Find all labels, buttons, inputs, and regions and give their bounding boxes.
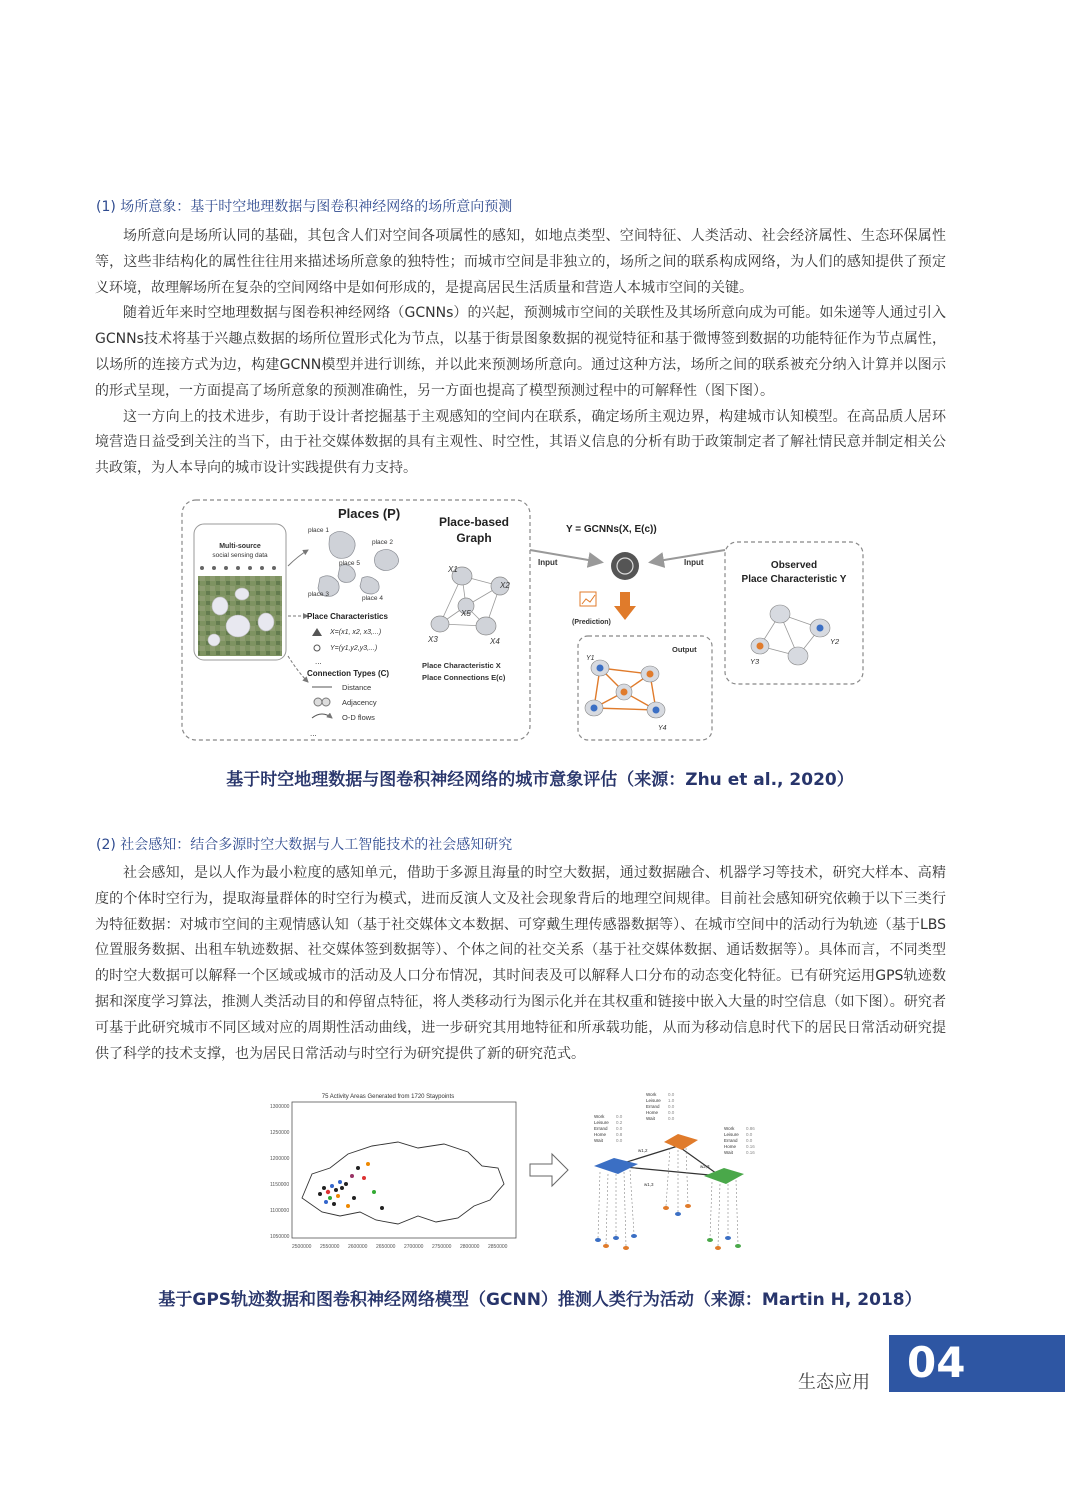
figure1-caption: 基于时空地理数据与图卷积神经网络的城市意象评估（来源：Zhu et al., 2020） — [226, 770, 854, 790]
svg-text:2750000: 2750000 — [432, 1244, 452, 1250]
svg-text:2500000: 2500000 — [292, 1244, 312, 1250]
node-orange — [664, 1134, 698, 1150]
svg-text:1200000: 1200000 — [270, 1156, 290, 1162]
place-connections-label: Place Connections E(c) — [422, 673, 506, 682]
svg-text:2800000: 2800000 — [460, 1244, 480, 1250]
y-equation: Y=(y1,y2,y3,...) — [330, 645, 378, 652]
observed-title-line1: Observed — [770, 560, 818, 571]
input-left-label: Input — [538, 558, 558, 567]
output-y1-label: Y1 — [586, 655, 595, 662]
place1-label: place 1 — [308, 527, 329, 534]
ellipsis-1: ... — [315, 657, 322, 666]
page-number: 04 — [907, 1338, 966, 1387]
svg-text:Errand: Errand — [724, 1138, 738, 1143]
figure-gcnn-place-prediction — [180, 496, 870, 746]
w12-label: w1,2 — [638, 1148, 648, 1153]
svg-text:Wait: Wait — [724, 1150, 733, 1155]
x2-label: X2 — [500, 581, 510, 590]
prediction-label: (Prediction) — [572, 619, 611, 626]
map-title: 75 Activity Areas Generated from 1720 Staypoints — [321, 1094, 455, 1100]
map-yticks — [270, 1104, 290, 1240]
place-characteristics-title: Place Characteristics — [307, 612, 388, 621]
od-flows-label: O-D flows — [342, 713, 375, 722]
x-equation: X=(x1, x2, x3,...) — [330, 629, 382, 636]
svg-text:0.0: 0.0 — [746, 1138, 753, 1143]
svg-text:0.86: 0.86 — [746, 1126, 755, 1131]
adjacency-label: Adjacency — [342, 698, 377, 707]
graph-title-line2: Graph — [456, 531, 492, 545]
output-y4-label: Y4 — [658, 725, 667, 732]
figure-gps-gcnn-activity — [268, 1088, 818, 1258]
observed-nodes — [751, 605, 830, 665]
svg-text:2850000: 2850000 — [488, 1244, 508, 1250]
section2-paragraph-1: 社会感知，是以人作为最小粒度的感知单元，借助于多源且海量的时空大数据，通过数据融合、机器学习等技术，研究大样本、高精度的个体时空行为，提取海量群体的时空行为模式，进而反演人文及社会现象背后的地理空间规律。目前社会感知研究依赖于以下三类行为特征数据：对城市空间的主观情感认知（基于社交媒体文本数据、可穿戴生理传感器数据等）、在城市空间中的活动行为轨迹（基于LBS位置服务数据、出租车轨迹数据、社交媒体签到数据等）、个体之间的社交关系（基于社交媒体数据、通话数据等）。具体而言，不同类型的时空大数据可以解释一个区域或城市的活动及人口分布情况，其时间表及可以解释人口分布的动态变化特征。已有研究运用GPS轨迹数据和深度学习算法，推测人类活动目的和停留点特征，将人类移动行为图示化并在其权重和链接中嵌入大量的时空信息（如下图）。研究者可基于此研究城市不同区域对应的周期性活动曲线，进一步研究其用地特征和所承载功能，从而为移动信息时代下的居民日常活动研究提供了科学的技术支撑，也为居民日常活动与时空行为研究提供了新的研究范式。 — [95, 865, 946, 1062]
svg-text:Work: Work — [594, 1114, 605, 1119]
svg-text:Wait: Wait — [594, 1138, 603, 1143]
svg-text:0.0: 0.0 — [616, 1126, 623, 1131]
flow-arrow-icon — [530, 1154, 568, 1186]
svg-text:0.0: 0.0 — [668, 1092, 675, 1097]
w13-label: w1,3 — [644, 1182, 654, 1187]
svg-text:0.0: 0.0 — [668, 1110, 675, 1115]
ellipsis-2: ... — [310, 729, 317, 738]
section2-body — [95, 861, 946, 1067]
social-sensing-label: social sensing data — [212, 552, 268, 559]
svg-text:Leisure: Leisure — [594, 1120, 609, 1125]
section1-paragraph-2: 随着近年来时空地理数据与图卷积神经网络（GCNNs）的兴起，预测城市空间的关联性及其场所意向成为可能。如朱递等人通过引入GCNNs技术将基于兴趣点数据的场所位置形式化为节点，以基于街景图象数据的视觉特征和基于微博签到数据的功能特征作为节点属性，以场所的连接方式为边，构建GCNN模型并进行训练，并以此来预测场所意向。通过这种方法，场所之间的联系被充分纳入计算并以图示的形式呈现，一方面提高了场所意象的预测准确性，另一方面也提高了模型预测过程中的可解释性（图下图）。 — [95, 305, 946, 399]
footer-section-label: 生态应用 — [798, 1372, 870, 1393]
place2-label: place 2 — [372, 539, 393, 546]
observed-y3-label: Y3 — [750, 657, 760, 666]
x5-label: X5 — [461, 609, 471, 618]
adjacency-icon — [314, 698, 322, 706]
svg-text:0.16: 0.16 — [746, 1150, 755, 1155]
svg-text:Errand: Errand — [594, 1126, 608, 1131]
od-flows-icon — [312, 714, 332, 718]
svg-text:1250000: 1250000 — [270, 1130, 290, 1136]
section1-title: (1) 场所意象：基于时空地理数据与图卷积神经网络的场所意向预测 — [96, 199, 513, 215]
section2-title: (2) 社会感知：结合多源时空大数据与人工智能技术的社会感知研究 — [96, 837, 513, 853]
node-green — [704, 1168, 744, 1184]
x4-label: X4 — [490, 637, 500, 646]
connection-types-title: Connection Types (C) — [307, 669, 390, 678]
section1-paragraph-1: 场所意向是场所认同的基础，其包含人们对空间各项属性的感知，如地点类型、空间特征、人类活动、社会经济属性、生态环保属性等，这些非结构化的属性往往用来描述场所意象的独特性；而城市空间是非独立的，场所之间的联系构成网络，为人们的感知提供了预定义环境，故理解场所在复杂的空间网络中是如何形成的，是提高居民生活质量和营造人本城市空间的关键。 — [95, 228, 946, 296]
svg-text:Work: Work — [646, 1092, 657, 1097]
multisource-label: Multi-source — [219, 543, 261, 550]
svg-text:2650000: 2650000 — [376, 1244, 396, 1250]
svg-text:2600000: 2600000 — [348, 1244, 368, 1250]
svg-text:0.0: 0.0 — [616, 1114, 623, 1119]
observed-edges — [760, 614, 820, 656]
map-xticks — [292, 1244, 508, 1250]
x1-label: X1 — [448, 565, 458, 574]
right-node-labels — [724, 1126, 755, 1155]
svg-text:0.0: 0.0 — [746, 1132, 753, 1137]
svg-text:2550000: 2550000 — [320, 1244, 340, 1250]
w23-label: w2,3 — [700, 1164, 710, 1169]
svg-text:Home: Home — [724, 1144, 737, 1149]
svg-text:0.0: 0.0 — [668, 1116, 675, 1121]
x3-label: X3 — [428, 635, 438, 644]
top-node-labels — [646, 1092, 675, 1121]
graph-nodes — [431, 567, 509, 635]
svg-text:Errand: Errand — [646, 1104, 660, 1109]
svg-text:0.0: 0.0 — [668, 1104, 675, 1109]
output-label: Output — [672, 645, 697, 654]
left-node-labels — [594, 1114, 623, 1143]
graph-title-line1: Place-based — [438, 515, 510, 529]
figure2-diagram — [268, 1088, 818, 1258]
svg-text:Home: Home — [646, 1110, 659, 1115]
gcnn-formula: Y = GCNNs(X, E(c)) — [566, 524, 657, 535]
prediction-arrow-icon — [614, 592, 636, 620]
svg-text:2700000: 2700000 — [404, 1244, 424, 1250]
figure1-diagram — [180, 496, 870, 746]
svg-text:0.0: 0.0 — [616, 1138, 623, 1143]
svg-text:1150000: 1150000 — [270, 1182, 290, 1188]
svg-text:1.0: 1.0 — [668, 1098, 675, 1103]
svg-text:1050000: 1050000 — [270, 1234, 290, 1240]
places-title: Places (P) — [338, 506, 401, 521]
svg-text:0.16: 0.16 — [746, 1144, 755, 1149]
place4-label: place 4 — [362, 595, 383, 602]
section1-body — [95, 224, 946, 482]
svg-text:Wait: Wait — [646, 1116, 655, 1121]
distance-label: Distance — [342, 683, 372, 692]
place3-label: place 3 — [308, 591, 329, 598]
svg-text:0.2: 0.2 — [616, 1120, 623, 1125]
input-right-label: Input — [684, 558, 704, 567]
map-frame — [292, 1102, 516, 1238]
observed-y2-label: Y2 — [830, 637, 840, 646]
triangle-icon — [312, 628, 322, 636]
svg-text:1300000: 1300000 — [270, 1104, 290, 1110]
svg-text:Home: Home — [594, 1132, 607, 1137]
place5-label: place 5 — [339, 560, 360, 567]
observed-title-line2: Place Characteristic Y — [741, 574, 847, 585]
svg-text:Leisure: Leisure — [724, 1132, 739, 1137]
dot-icon — [314, 645, 320, 651]
svg-text:Work: Work — [724, 1126, 735, 1131]
svg-text:1100000: 1100000 — [270, 1208, 290, 1214]
section1-paragraph-3: 这一方向上的技术进步，有助于设计者挖掘基于主观感知的空间内在联系，确定场所主观边界，构建城市认知模型。在高品质人居环境营造日益受到关注的当下，由于社交媒体数据的具有主观性、时空性，其语义信息的分析有助于政策制定者了解社情民意并制定相关公共政策，为人本导向的城市设计实践提供有力支持。 — [95, 408, 946, 477]
svg-text:Leisure: Leisure — [646, 1098, 661, 1103]
place-characteristic-x-label: Place Characteristic X — [422, 661, 501, 670]
dropdown-dots — [595, 1204, 741, 1250]
figure2-caption: 基于GPS轨迹数据和图卷积神经网络模型（GCNN）推测人类行为活动（来源：Martin H, 2018） — [158, 1290, 922, 1310]
svg-text:0.8: 0.8 — [616, 1132, 623, 1137]
brain-icon — [611, 552, 639, 580]
